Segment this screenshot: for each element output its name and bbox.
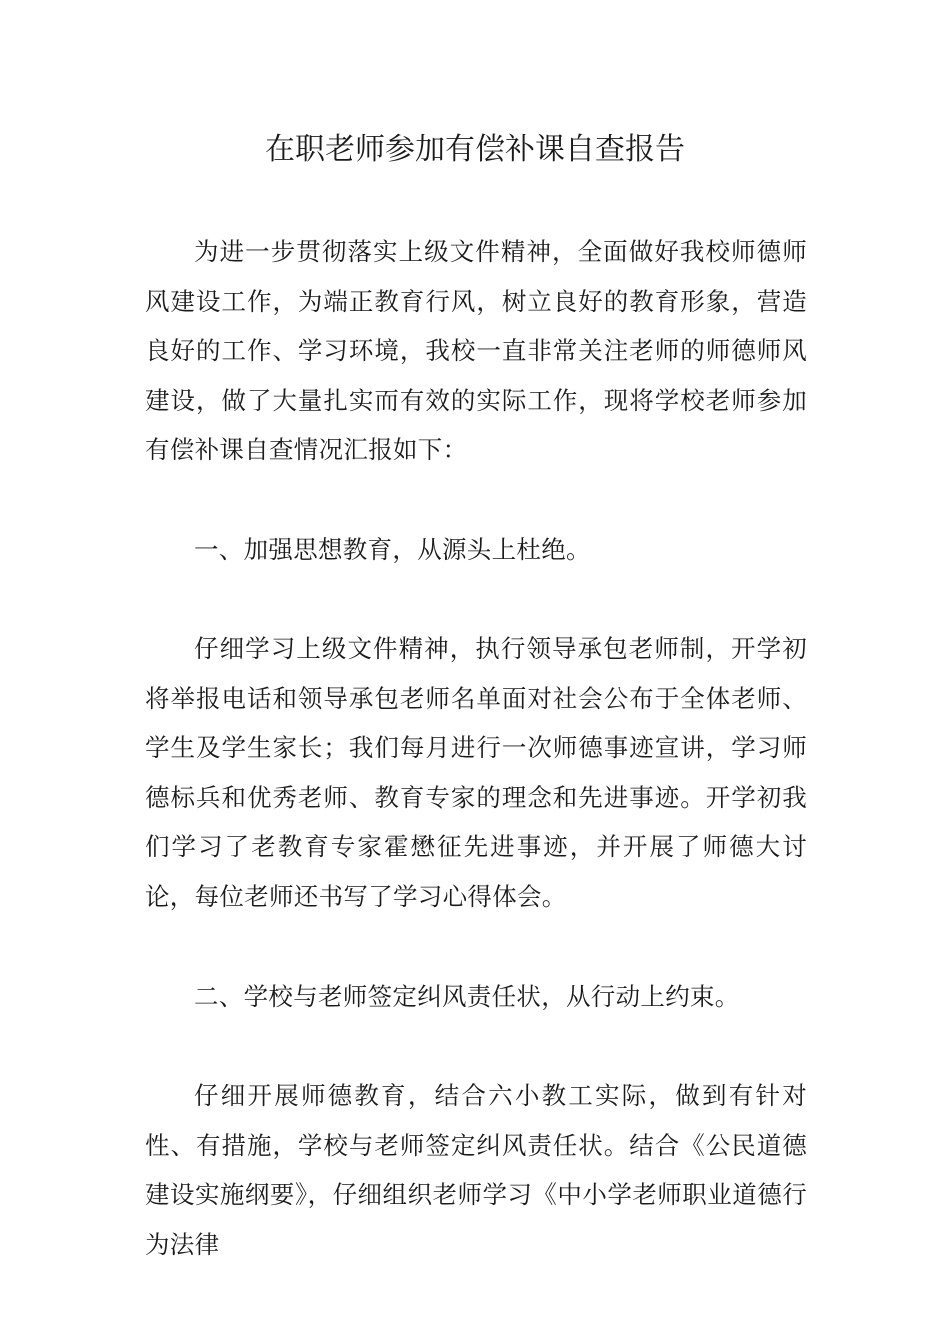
- paragraph-section-2: 仔细开展师德教育，结合六小教工实际，做到有针对性、有措施，学校与老师签定纠风责任状。结合《公民道德建设实施纲要》，仔细组织老师学习《中小学老师职业道德行为法律: [145, 1081, 807, 1259]
- paragraph-section-1: 仔细学习上级文件精神，执行领导承包老师制，开学初将举报电话和领导承包老师名单面对社会公布于全体老师、学生及学生家长；我们每月进行一次师德事迹宣讲，学习师德标兵和优秀老师、教育专家的理念和先进事迹。开学初我们学习了老教育专家霍懋征先进事迹，并开展了师德大讨论，每位老师还书写了学习心得体会。: [145, 634, 807, 911]
- section-heading-1: 一、加强思想教育，从源头上杜绝。: [194, 535, 591, 564]
- paragraph-intro: 为进一步贯彻落实上级文件精神，全面做好我校师德师风建设工作，为端正教育行风，树立良好的教育形象，营造良好的工作、学习环境，我校一直非常关注老师的师德师风建设，做了大量扎实而有效的实际工作，现将学校老师参加有偿补课自查情况汇报如下：: [145, 237, 807, 465]
- section-heading-2: 二、学校与老师签定纠风责任状，从行动上约束。: [194, 982, 740, 1011]
- document-title: 在职老师参加有偿补课自查报告: [265, 132, 685, 167]
